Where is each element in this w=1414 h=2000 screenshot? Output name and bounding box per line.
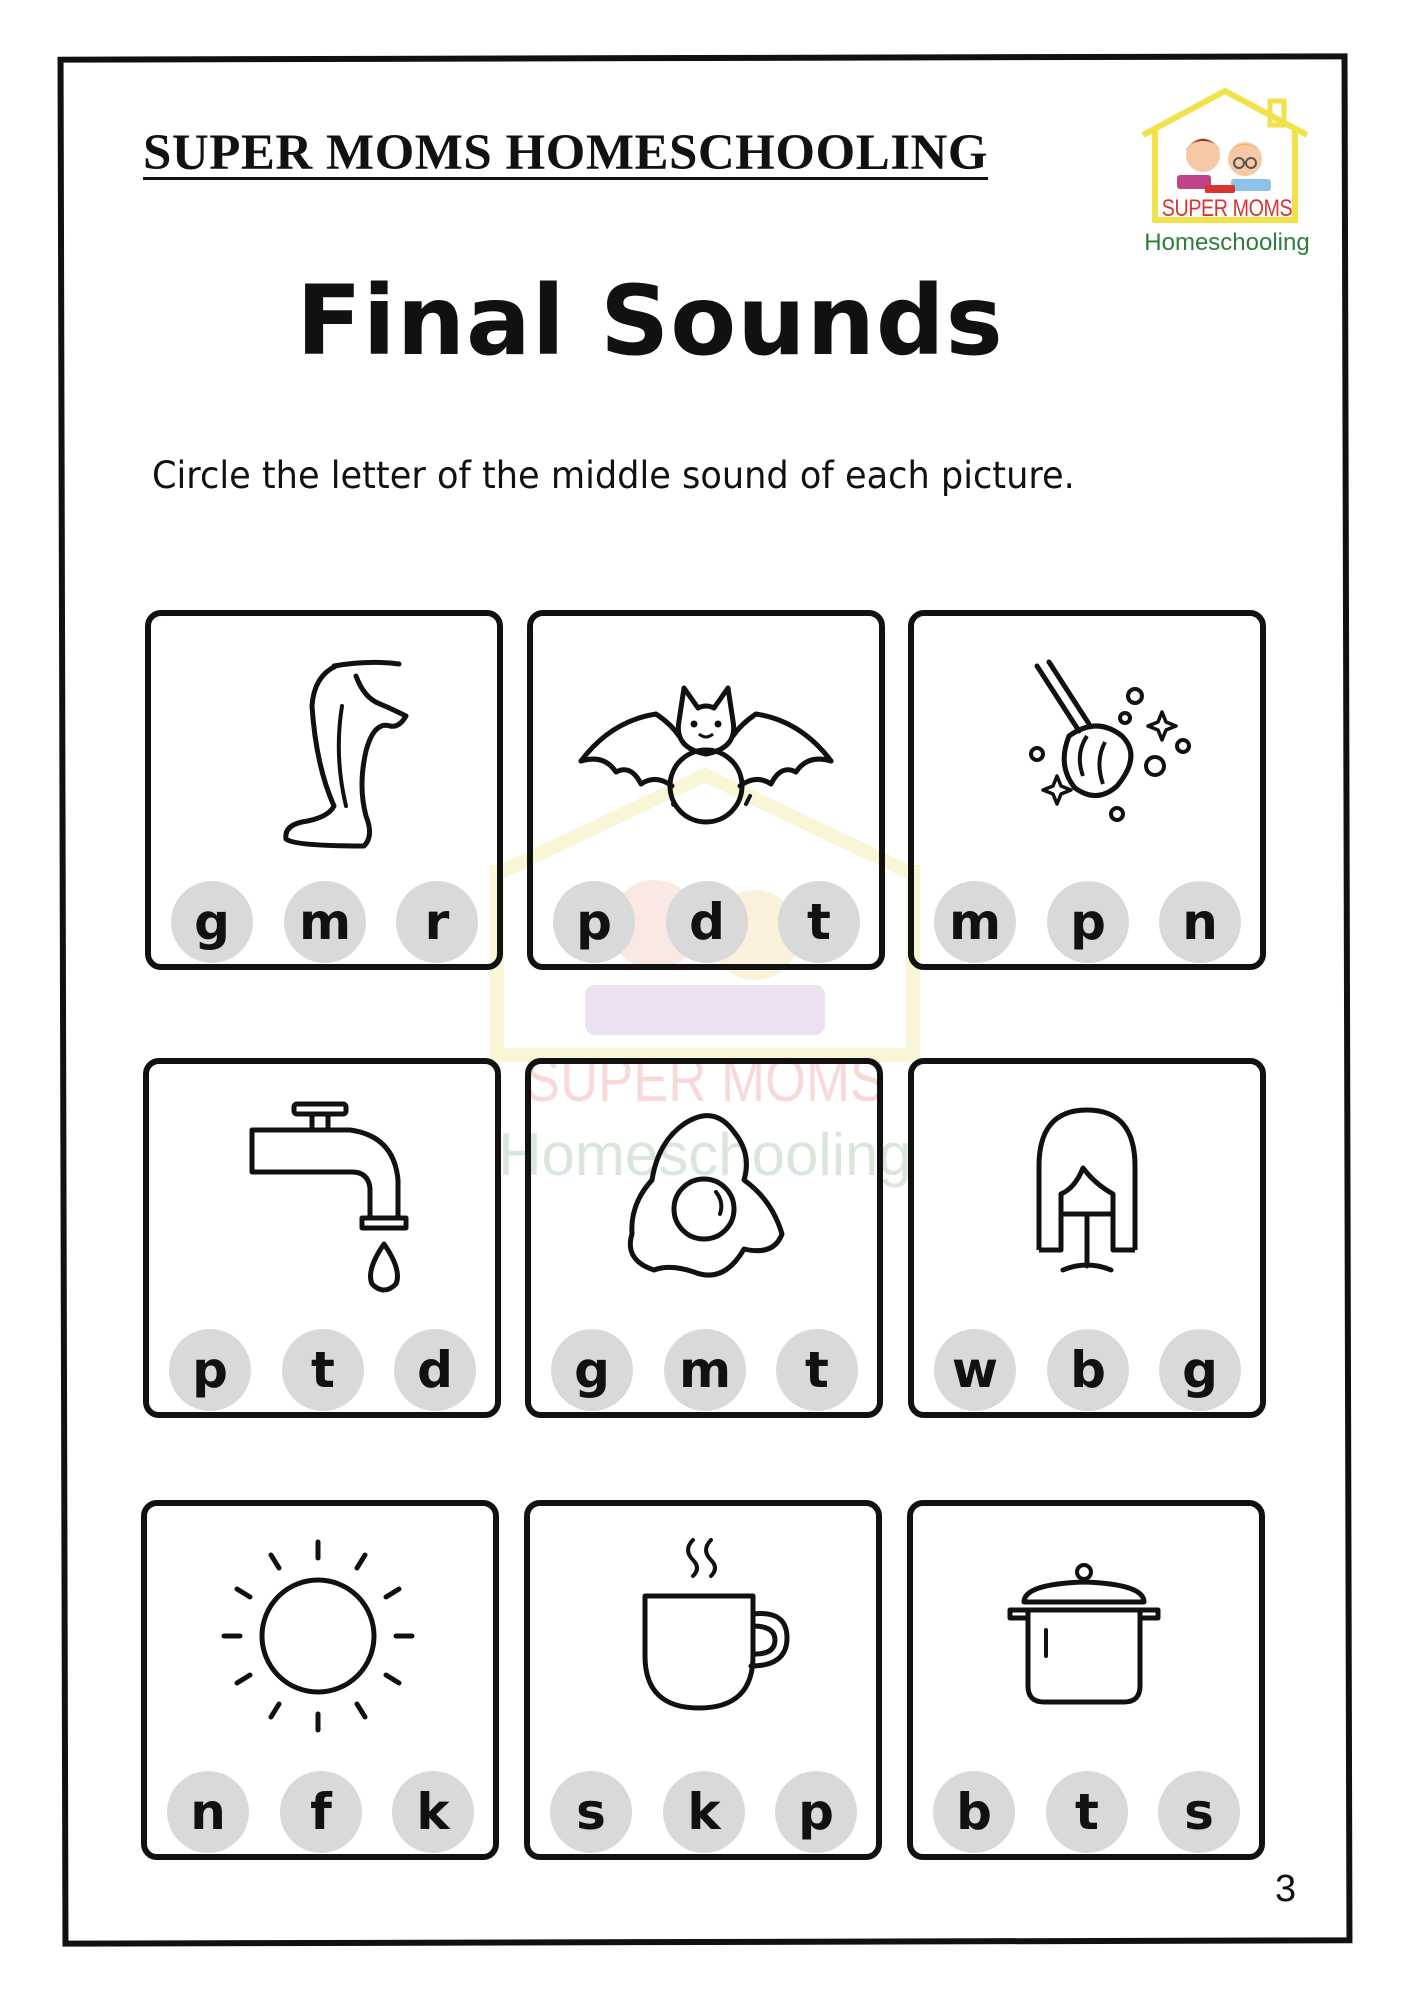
- choice-row: [914, 881, 1260, 963]
- choice-letter[interactable]: d: [666, 881, 748, 963]
- card-cup: [524, 1500, 882, 1860]
- choice-letter[interactable]: g: [551, 1329, 633, 1411]
- choice-letter[interactable]: f: [280, 1771, 362, 1853]
- pot-icon: [956, 1526, 1216, 1741]
- choice-row: [530, 1771, 876, 1853]
- egg-icon: [574, 1084, 834, 1299]
- choice-letter[interactable]: t: [778, 881, 860, 963]
- logo-text-homeschooling: Homeschooling: [1144, 229, 1310, 256]
- watermark-text-homeschooling: Homeschooling: [498, 1121, 912, 1188]
- page-number: 3: [1275, 1868, 1297, 1910]
- leg-icon: [194, 636, 454, 851]
- brand-logo: [1135, 85, 1315, 260]
- choice-letter[interactable]: d: [394, 1329, 476, 1411]
- mop-icon: [957, 636, 1217, 851]
- tap-icon: [192, 1084, 452, 1299]
- choice-letter[interactable]: m: [664, 1329, 746, 1411]
- choice-row: [147, 1771, 493, 1853]
- choice-letter[interactable]: r: [396, 881, 478, 963]
- brand-heading: SUPER MOMS HOMESCHOOLING: [143, 125, 989, 181]
- choice-letter[interactable]: p: [553, 881, 635, 963]
- card-leg: [145, 610, 503, 970]
- choice-letter[interactable]: b: [933, 1771, 1015, 1853]
- choice-letter[interactable]: p: [1047, 881, 1129, 963]
- instructions: Circle the letter of the middle sound of each picture.: [152, 454, 1075, 497]
- choice-letter[interactable]: s: [1158, 1771, 1240, 1853]
- choice-letter[interactable]: n: [167, 1771, 249, 1853]
- choice-letter[interactable]: m: [934, 881, 1016, 963]
- choice-letter[interactable]: k: [663, 1771, 745, 1853]
- wig-icon: [957, 1084, 1217, 1299]
- cup-icon: [573, 1526, 833, 1741]
- choice-row: [151, 881, 497, 963]
- choice-row: [531, 1329, 877, 1411]
- watermark-text-super-moms: SUPER MOMS: [524, 1046, 886, 1115]
- card-sun: [141, 1500, 499, 1860]
- choice-row: [913, 1771, 1259, 1853]
- card-web: [908, 1058, 1266, 1418]
- choice-letter[interactable]: p: [169, 1329, 251, 1411]
- choice-letter[interactable]: g: [171, 881, 253, 963]
- card-egg: [525, 1058, 883, 1418]
- choice-letter[interactable]: p: [775, 1771, 857, 1853]
- choice-letter[interactable]: s: [550, 1771, 632, 1853]
- choice-letter[interactable]: k: [392, 1771, 474, 1853]
- choice-letter[interactable]: t: [1046, 1771, 1128, 1853]
- sun-icon: [190, 1526, 450, 1741]
- choice-letter[interactable]: g: [1159, 1329, 1241, 1411]
- choice-row: [914, 1329, 1260, 1411]
- choice-row: [533, 881, 879, 963]
- card-pot: [907, 1500, 1265, 1860]
- choice-letter[interactable]: w: [934, 1329, 1016, 1411]
- choice-letter[interactable]: n: [1159, 881, 1241, 963]
- choice-letter[interactable]: t: [776, 1329, 858, 1411]
- choice-letter[interactable]: b: [1047, 1329, 1129, 1411]
- card-tap: [143, 1058, 501, 1418]
- logo-text-super-moms: SUPER MOMS: [1161, 195, 1293, 222]
- card-bat: [527, 610, 885, 970]
- card-mop: [908, 610, 1266, 970]
- page-title: Final Sounds: [296, 265, 1004, 377]
- choice-row: [149, 1329, 495, 1411]
- choice-letter[interactable]: t: [282, 1329, 364, 1411]
- bat-icon: [576, 636, 836, 851]
- choice-letter[interactable]: m: [284, 881, 366, 963]
